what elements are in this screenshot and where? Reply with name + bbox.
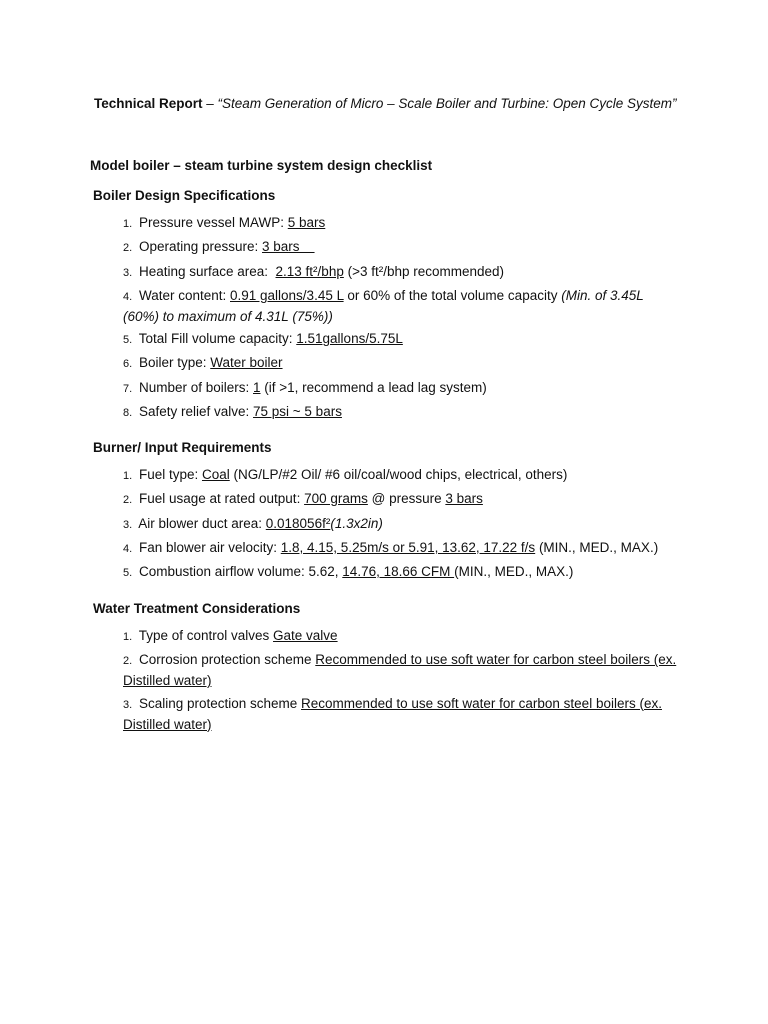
- item-number: 4.: [123, 290, 133, 303]
- item-note: (1.3x2in): [330, 515, 383, 531]
- item-number: 2.: [123, 242, 133, 255]
- list-item: [123, 353, 677, 374]
- item-value: 0.91 gallons/3.45 L: [230, 287, 344, 303]
- item-number: 8.: [123, 407, 133, 420]
- item-label: Combustion airflow volume: 5.62,: [138, 564, 343, 580]
- boiler-design-section: [93, 186, 693, 426]
- boiler-spec-list: [93, 213, 693, 423]
- list-item: [123, 626, 677, 647]
- item-label: Operating pressure:: [138, 239, 263, 255]
- item-value: Recommended to use soft water for carbon steel boilers (ex. Distilled water): [123, 695, 662, 732]
- list-item: [123, 489, 677, 510]
- item-value: 700 grams: [304, 491, 368, 507]
- list-item: [123, 465, 677, 486]
- item-number: 4.: [123, 542, 133, 555]
- item-value: 1.8, 4.15, 5.25m/s or 5.91, 13.62, 17.22 f/s: [280, 539, 536, 555]
- item-value: 3 bars: [262, 239, 315, 255]
- item-number: 3.: [123, 698, 133, 711]
- item-number: 5.: [123, 567, 133, 580]
- list-item: [123, 402, 677, 423]
- water-treatment-list: [93, 626, 693, 734]
- list-item: [123, 650, 677, 690]
- section-heading: Burner/ Input Requirements: [93, 440, 272, 455]
- item-detail: (MIN., MED., MAX.): [454, 564, 574, 580]
- report-title-dash: –: [202, 96, 218, 111]
- item-number: 1.: [123, 470, 133, 482]
- item-label: Corrosion protection scheme: [138, 652, 316, 668]
- item-detail: @ pressure: [367, 491, 446, 507]
- list-item: [123, 538, 677, 559]
- item-label: Fuel usage at rated output:: [138, 491, 305, 507]
- report-title-italic: “Steam Generation of Micro – Scale Boiler and Turbine: Open Cycle System”: [217, 96, 677, 111]
- item-detail: (if >1, recommend a lead lag system): [260, 379, 487, 395]
- item-number: 5.: [123, 334, 133, 347]
- checklist-title: Model boiler – steam turbine system design checklist: [90, 158, 433, 173]
- item-detail: or 60% of the total volume capacity: [343, 287, 562, 303]
- item-label: Number of boilers:: [138, 379, 253, 395]
- list-item: [123, 213, 677, 234]
- item-number: 3.: [123, 518, 133, 531]
- list-item: [123, 378, 677, 399]
- item-detail: (NG/LP/#2 Oil/ #6 oil/coal/wood chips, electrical, others): [229, 467, 568, 482]
- item-label: Safety relief valve:: [138, 404, 254, 420]
- list-item: [123, 286, 677, 326]
- item-detail: (>3 ft²/bhp recommended): [343, 263, 505, 279]
- item-label: Type of control valves: [138, 628, 274, 643]
- item-number: 7.: [123, 382, 133, 395]
- item-value-secondary: 3 bars: [445, 491, 483, 507]
- list-item: [123, 237, 677, 258]
- list-item: [123, 694, 677, 734]
- burner-requirement-list: [93, 465, 693, 583]
- item-number: 6.: [123, 358, 133, 371]
- water-treatment-section: [93, 599, 693, 737]
- item-number: 1.: [123, 218, 133, 230]
- item-value: 14.76, 18.66 CFM: [342, 564, 455, 580]
- item-label: Boiler type:: [138, 355, 211, 371]
- list-item: [123, 329, 677, 350]
- item-label: Water content:: [138, 287, 230, 303]
- item-label: Fuel type:: [138, 467, 202, 482]
- item-value: 75 psi ~ 5 bars: [253, 404, 342, 420]
- item-value: Water boiler: [210, 355, 283, 371]
- item-note: (Min. of 3.45L (60%) to maximum of 4.31L (75%)): [123, 287, 644, 324]
- section-heading: Water Treatment Considerations: [93, 601, 301, 616]
- item-value: 5 bars: [287, 215, 326, 230]
- item-value: 0.018056f²: [265, 515, 331, 531]
- item-label: Scaling protection scheme: [138, 695, 302, 711]
- item-label: Heating surface area:: [138, 263, 276, 279]
- list-item: [123, 262, 677, 283]
- burner-input-section: [93, 438, 693, 586]
- section-heading: Boiler Design Specifications: [93, 188, 276, 203]
- item-label: Total Fill volume capacity:: [138, 331, 297, 347]
- item-label: Pressure vessel MAWP:: [138, 215, 288, 230]
- item-value: 1: [253, 379, 261, 395]
- item-value: Coal: [201, 467, 230, 482]
- item-value: 2.13 ft²/bhp: [275, 263, 344, 279]
- item-number: 2.: [123, 494, 133, 507]
- item-number: 3.: [123, 266, 133, 279]
- item-label: Air blower duct area:: [138, 515, 266, 531]
- list-item: [123, 514, 677, 535]
- item-detail: (MIN., MED., MAX.): [535, 539, 659, 555]
- item-value: Gate valve: [273, 628, 338, 643]
- item-number: 1.: [123, 631, 133, 643]
- item-number: 2.: [123, 655, 133, 668]
- item-value: 1.51gallons/5.75L: [296, 331, 403, 347]
- list-item: [123, 562, 677, 583]
- item-label: Fan blower air velocity:: [138, 539, 281, 555]
- report-title-bold: Technical Report: [94, 96, 203, 111]
- item-value: Recommended to use soft water for carbon steel boilers (ex. Distilled water): [123, 652, 677, 689]
- report-title: [94, 94, 734, 113]
